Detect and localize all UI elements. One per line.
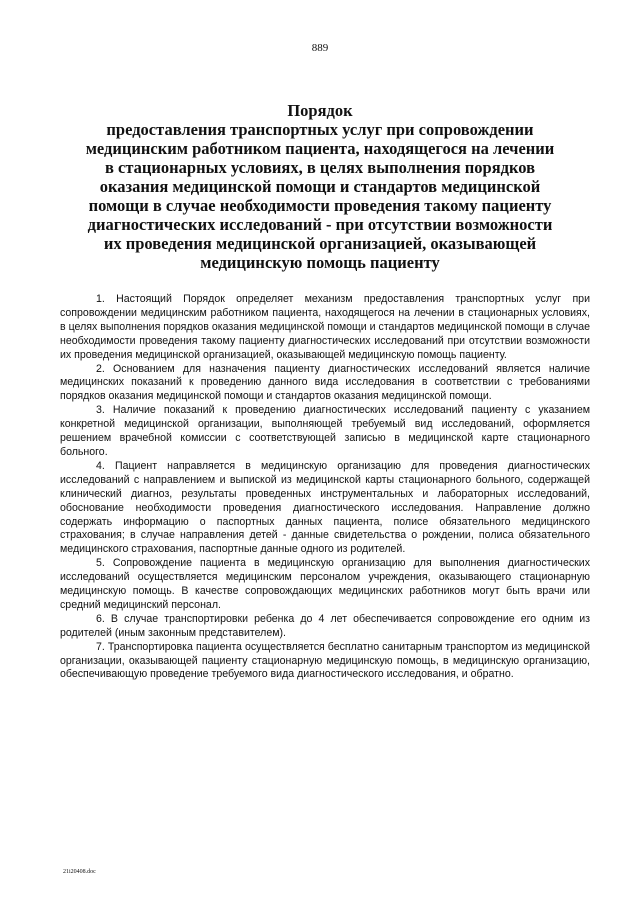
title-line: предоставления транспортных услуг при сопровождении — [106, 120, 534, 139]
title-heading: Порядок — [287, 101, 353, 120]
title-line: их проведения медицинской организацией, оказывающей — [103, 234, 537, 253]
document-title — [58, 101, 582, 272]
paragraph-2: 2. Основанием для назначения пациенту диагностических исследований является наличие медицинских показаний к проведению данного вида исследования в соответствии с требованиями порядков оказания медицинской помощи и стандартов оказания медицинской помощи. — [60, 362, 590, 403]
title-line: медицинскую помощь пациенту — [200, 253, 440, 272]
paragraph-3: 3. Наличие показаний к проведению диагностических исследований пациенту с указанием конкретной медицинской организации, выполняющей требуемый вид исследований, оформляется решением врачебной комиссии с соответствующей записью в медицинской карте стационарного больного. — [60, 404, 590, 458]
title-line: диагностических исследований - при отсутствии возможности — [87, 215, 553, 234]
page-number: 889 — [311, 42, 329, 54]
document-body — [60, 293, 590, 682]
title-line: помощи в случае необходимости проведения такому пациенту — [88, 196, 552, 215]
paragraph-6: 6. В случае транспортировки ребенка до 4 лет обеспечивается сопровождение его одним из родителей (иным законным представителем). — [60, 612, 590, 639]
footer-file-code: 21i20408.doc — [63, 869, 96, 875]
paragraph-1: 1. Настоящий Порядок определяет механизм предоставления транспортных услуг при сопровождении медицинским работником пациента, находящегося на лечении в стационарных условиях, в целях выполнения порядков оказания медицинской помощи и стандартов медицинской помощи в случае необходимости проведения такому пациенту диагностических исследований при отсутствии возможности их проведения медицинской организацией, оказывающей медицинскую помощь пациенту. — [60, 293, 590, 361]
paragraph-5: 5. Сопровождение пациента в медицинскую организацию для выполнения диагностических исследований осуществляется медицинским персоналом учреждения, оказывающего стационарную медицинскую помощь. В качестве сопровождающих медицинских работников могут быть врачи или средний медицинский персонал. — [60, 557, 590, 611]
paragraph-4: 4. Пациент направляется в медицинскую организацию для проведения диагностических исследований с направлением и выпиской из медицинской карты стационарного больного, содержащей клинический диагноз, результаты проведенных инструментальных и лабораторных исследований, обоснование необходимости проведения диагностического исследования. Направление должно содержать информацию о паспортных данных пациента, полисе обязательного медицинского страхования; в случае направления детей - данные свидетельства о рождении, полиса обязательного медицинского страхования, паспортные данные одного из родителей. — [60, 459, 590, 556]
title-line: в стационарных условиях, в целях выполнения порядков — [104, 158, 536, 177]
title-line: медицинским работником пациента, находящегося на лечении — [85, 139, 555, 158]
title-line: оказания медицинской помощи и стандартов медицинской — [99, 177, 541, 196]
paragraph-7: 7. Транспортировка пациента осуществляется бесплатно санитарным транспортом из медицинской организации, оказывающей пациенту стационарную медицинскую помощь, в медицинскую организацию, обеспечивающую проведение требуемого вида диагностического исследования, и обратно. — [60, 640, 590, 681]
